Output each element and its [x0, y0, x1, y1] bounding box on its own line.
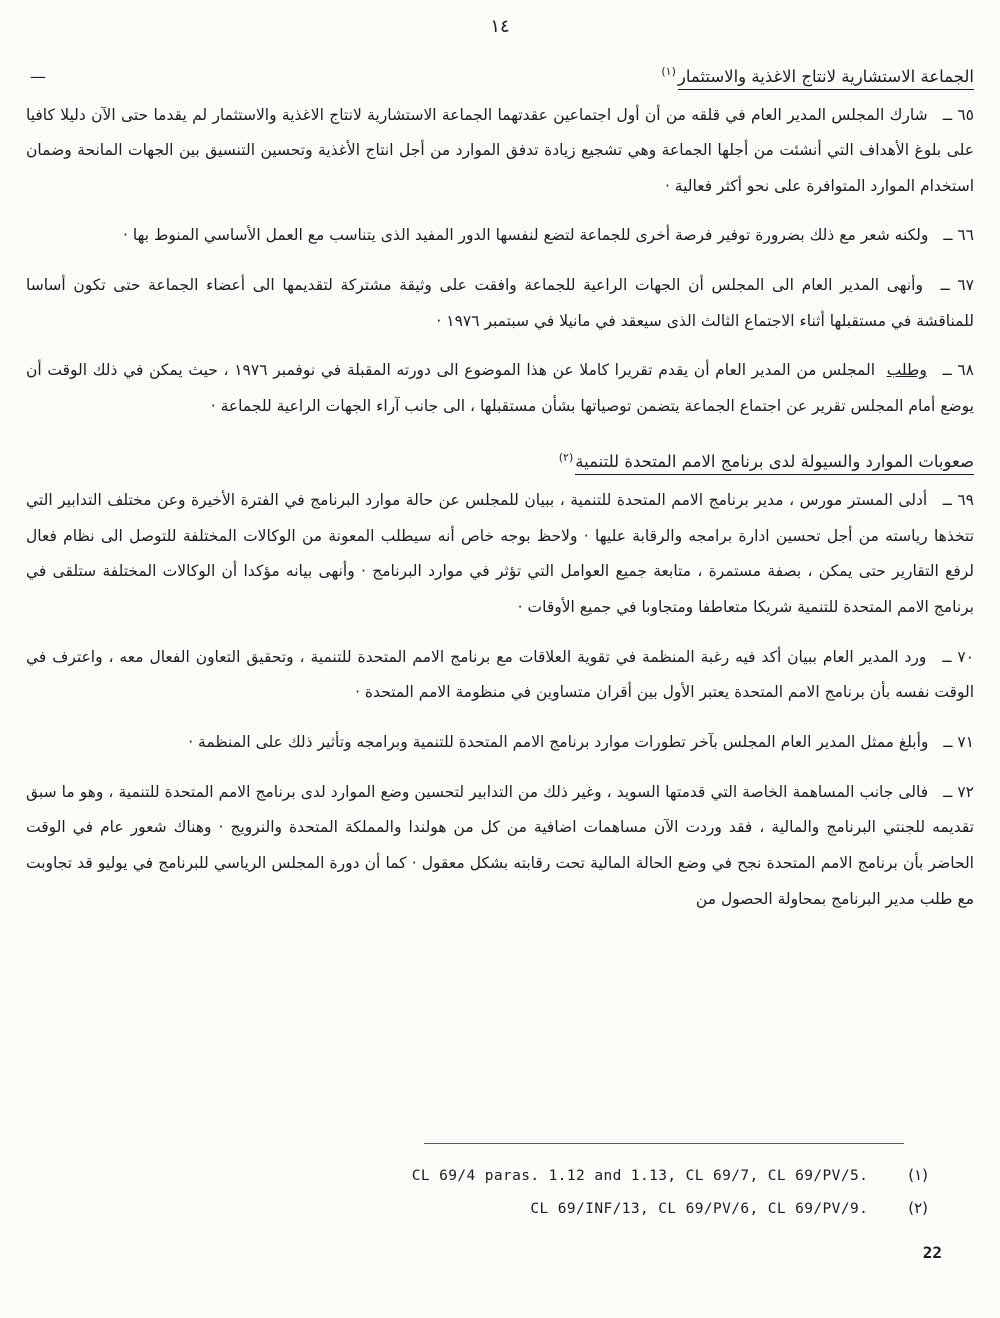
section-2-heading-text: صعوبات الموارد والسيولة لدى برنامج الامم المتحدة للتنمية [575, 452, 974, 475]
paragraph-67-text: وأنهى المدير العام الى المجلس أن الجهات الراعية للجماعة وافقت على وثيقة مشتركة لتقديمها الى أعضاء الجماعة حتى تكون أساسا للمناقشة في مستقبلها أثناء الاجتماع الثالث الذى سيعقد في مانيلا في سبتمبر ١٩٧٦ · [26, 276, 974, 330]
footnote-separator-line [424, 1143, 904, 1144]
paragraph-72 [26, 775, 974, 918]
section-undp-resources [26, 451, 974, 918]
paragraph-65 [26, 98, 974, 205]
paragraph-66-text: ولكنه شعر مع ذلك بضرورة توفير فرصة أخرى للجماعة لتضع لنفسها الدور المفيد الذى يتناسب مع العمل الأساسي المنوط بها · [123, 226, 929, 245]
paragraph-65-text: شارك المجلس المدير العام في قلقه من أن أول اجتماعين عقدتهما الجماعة الاستشارية لانتاج الاغذية والاستثمار لم يقدما حتى الآن دليلا كافيا على بلوغ الأهداف التي أنشئت من أجلها الجماعة وهي تشجيع زيادة تدفق الموارد من أجل انتاج الأغذية وتحسين التنسيق بين الجهات المانحة وضمان استخدام الموارد المتوافرة على نحو أكثر فعالية · [26, 105, 974, 195]
section-consultative-group [26, 65, 974, 425]
section-1-heading-text: الجماعة الاستشارية لانتاج الاغذية والاستثمار [678, 67, 974, 90]
footnote-2-marker: (٢) [908, 1199, 928, 1217]
footnote-1-text: CL 69/4 paras. 1.12 and 1.13, CL 69/7, CL 69/PV/5. [411, 1168, 869, 1184]
paragraph-71-text: وأبلغ ممثل المدير العام المجلس بآخر تطورات موارد برنامج الامم المتحدة للتنمية وبرامجه وتأثير ذلك على المنظمة · [188, 732, 929, 751]
paragraph-67-number: ٦٧ ــ [940, 276, 975, 295]
paragraph-65-number: ٦٥ ــ [942, 105, 974, 124]
footnote-2-text: CL 69/INF/13, CL 69/PV/6, CL 69/PV/9. [530, 1201, 869, 1217]
footnote-ref-2-marker: (٢) [558, 450, 574, 464]
paragraph-68-text: المجلس من المدير العام أن يقدم تقريرا كاملا عن هذا الموضوع الى دورته المقبلة في نوفمبر ١٩٧٦ ، حيث يمكن في ذلك الوقت أن يوضع أمام المجلس تقرير عن اجتماع الجماعة يتضمن توصياتها بشأن مستقبلها ، الى جانب آراء الجهات الراعية للجماعة · [26, 361, 974, 415]
paragraph-71-number: ٧١ ــ [943, 732, 974, 751]
footnotes-block [26, 1143, 974, 1232]
paragraph-66-number: ٦٦ ــ [943, 226, 974, 245]
paragraph-68-lead-word: وطلب [886, 361, 927, 380]
paragraph-68-number: ٦٨ ــ [942, 361, 974, 380]
paragraph-69-number: ٦٩ ــ [942, 491, 974, 510]
paragraph-66 [26, 218, 974, 254]
paragraph-72-text: فالى جانب المساهمة الخاصة التي قدمتها السويد ، وغير ذلك من التدابير لتحسين وضع الموارد لدى برنامج الامم المتحدة للتنمية ، وهو ما سبق تقديمه للجنتي البرنامج والمالية ، فقد وردت الآن مساهمات اضافية من كل من هولندا والمملكة المتحدة والنرويج · وهناك شعور عام في الوقت الحاضر بأن برنامج الامم المتحدة نجح في وضع الحالة المالية تحت رقابته بشكل معقول · كما أن دورة المجلس الرياسي للبرنامج في يوليو قد تجاوبت مع طلب مدير البرنامج بمحاولة الحصول من [26, 782, 974, 908]
section-1-heading [661, 65, 974, 86]
paragraph-67 [26, 268, 974, 339]
footnote-ref-1-marker: (١) [661, 65, 676, 78]
page-number-top: ١٤ [490, 16, 510, 37]
paragraph-69 [26, 483, 974, 626]
paragraph-70 [26, 640, 974, 711]
footnote-1-marker: (١) [908, 1166, 928, 1184]
footnote-2 [26, 1199, 974, 1217]
paragraph-70-text: ورد المدير العام ببيان أكد فيه رغبة المنظمة في تقوية العلاقات مع برنامج الامم المتحدة للتنمية ، وتحقيق التعاون الفعال معه ، واعترف في الوقت نفسه بأن برنامج الامم المتحدة يعتبر الأول بين أقران متساوين في منظومة الامم المتحدة · [26, 647, 974, 702]
paragraph-69-text: أدلى المستر مورس ، مدير برنامج الامم المتحدة للتنمية ، ببيان للمجلس عن حالة موارد البرنامج في الفترة الأخيرة وعن مختلف التدابير التي تتخذها رياسته من أجل تحسين ادارة برامجه والرقابة عليها · ولاحظ بوجه خاص أنه سيطلب المعونة من الوكالات المختلفة للتوصل الى نظام فعال لرفع التقارير حتى يمكن ، بصفة مستمرة ، متابعة جميع العوامل التي تؤثر في موارد البرنامج · وأنهى بيانه مؤكدا أن الوكالات المختلفة ستلقى في برنامج الامم المتحدة للتنمية شريكا متعاطفا ومتجاوبا في جميع الأوقات · [26, 491, 974, 617]
paragraph-72-number: ٧٢ ــ [943, 782, 974, 801]
paragraph-68 [26, 353, 974, 424]
section-1-heading-row [26, 65, 974, 86]
page-number-bottom: 22 [922, 1243, 942, 1262]
footnote-1 [26, 1166, 974, 1184]
heading-left-dash: — [30, 67, 46, 86]
paragraph-71 [26, 725, 974, 761]
section-2-heading-row [26, 451, 974, 472]
paragraph-70-number: ٧٠ ــ [942, 647, 974, 666]
section-2-heading [559, 451, 974, 472]
